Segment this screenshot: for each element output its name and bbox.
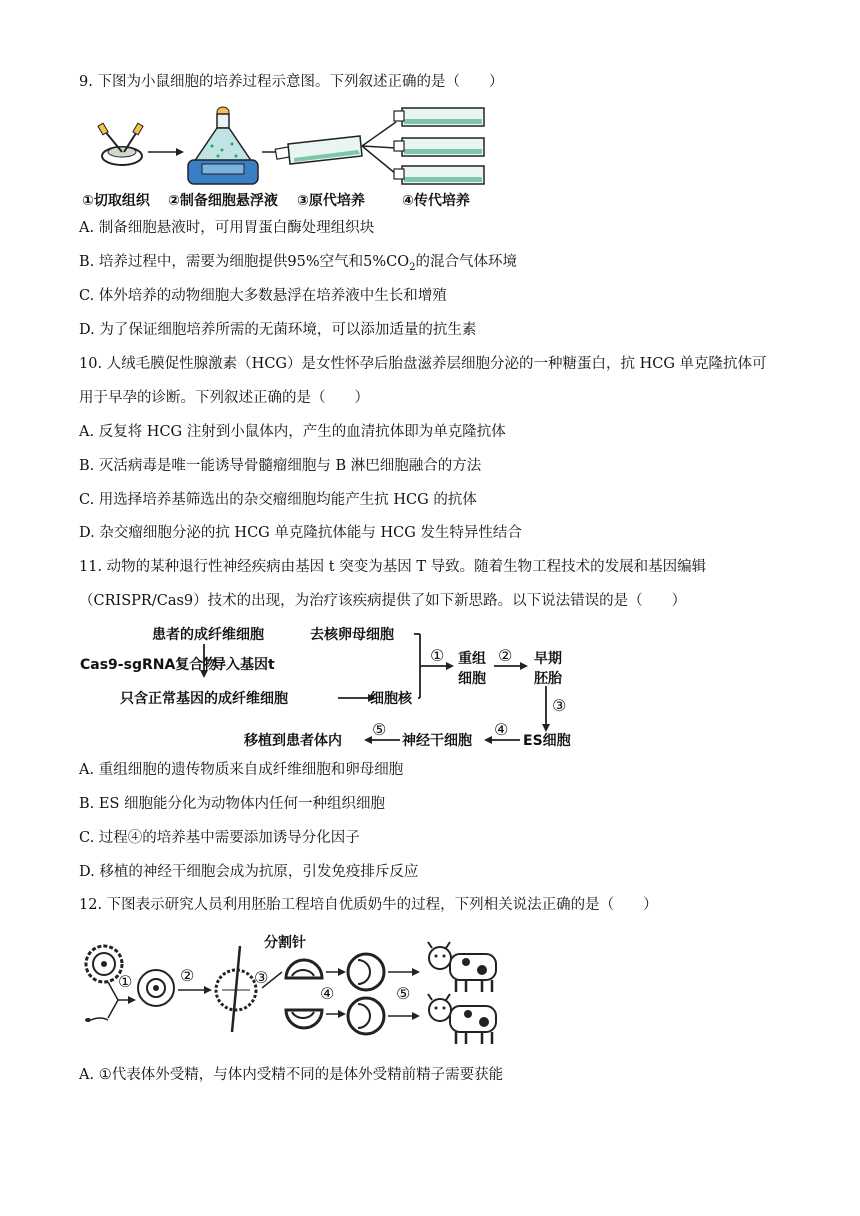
transplant-label: 移植到患者体内 xyxy=(244,733,342,749)
sperm-icon xyxy=(85,1018,108,1022)
neural-stem-cell-label: 神经干细胞 xyxy=(402,733,472,749)
q11-option-c: C. 过程④的培养基中需要添加诱导分化因子 xyxy=(79,830,360,846)
q10-option-d: D. 杂交瘤细胞分泌的抗 HCG 单克隆抗体能与 HCG 发生特异性结合 xyxy=(79,525,522,541)
q12-stem: 12. 下图表示研究人员利用胚胎工程培自优质奶牛的过程，下列相关说法正确的是（ ） xyxy=(79,897,658,913)
q9-fig-label-1: ①切取组织 xyxy=(82,193,150,209)
recombined-cell-label-1: 重组 xyxy=(458,651,486,667)
q12-step-3: ③ xyxy=(254,968,269,987)
subculture-flask-icon xyxy=(394,166,484,184)
q11-option-b: B. ES 细胞能分化为动物体内任何一种组织细胞 xyxy=(79,796,385,812)
zygote-icon xyxy=(138,970,174,1006)
q11-stem-line1: 11. 动物的某种退行性神经疾病由基因 t 突变为基因 T 导致。随着生物工程技术的发展和基因编辑 xyxy=(79,559,707,575)
es-cell-label: ES细胞 xyxy=(523,733,571,749)
dish-scissors-icon xyxy=(98,123,143,165)
step-2-marker: ② xyxy=(498,646,513,665)
half-embryo-icon xyxy=(286,1010,322,1028)
q12-step-2: ② xyxy=(180,966,195,985)
half-embryo-icon xyxy=(286,960,322,978)
step-3-marker: ③ xyxy=(552,696,567,715)
culture-flask-icon xyxy=(275,136,362,164)
q9-fig-label-3: ③原代培养 xyxy=(297,193,365,209)
q12-diagram xyxy=(78,928,518,1048)
q9-option-a: A. 制备细胞悬液时，可用胃蛋白酶处理组织块 xyxy=(79,220,375,236)
import-gene-label: 导入基因t xyxy=(212,657,275,673)
q9-option-b: B. 培养过程中，需要为细胞提供95%空气和$5\%CO_2$的混合气体环境 xyxy=(79,254,517,273)
q9-option-d: D. 为了保证细胞培养所需的无菌环境，可以添加适量的抗生素 xyxy=(79,322,477,338)
q9-stem: 9. 下图为小鼠细胞的培养过程示意图。下列叙述正确的是（ ） xyxy=(79,74,504,90)
step-4-marker: ④ xyxy=(494,720,509,739)
recombined-cell-label-2: 细胞 xyxy=(458,671,486,687)
normal-fibroblast-label: 只含正常基因的成纤维细胞 xyxy=(120,691,288,707)
q12-option-a: A. ①代表体外受精，与体内受精不同的是体外受精前精子需要获能 xyxy=(79,1067,504,1083)
subculture-flask-icon xyxy=(394,108,484,126)
q9-figure xyxy=(82,100,500,212)
q10-stem-line1: 10. 人绒毛膜促性腺激素（HCG）是女性怀孕后胎盘滋养层细胞分泌的一种糖蛋白，抗 HCG 单克隆抗体可 xyxy=(79,356,767,372)
step-5-marker: ⑤ xyxy=(372,720,387,739)
step-1-marker: ① xyxy=(430,646,445,665)
nucleus-label: 细胞核 xyxy=(370,691,412,707)
q11-option-d: D. 移植的神经干细胞会成为抗原，引发免疫排斥反应 xyxy=(79,864,419,880)
recovered-embryo-icon xyxy=(348,954,384,990)
q9-fig-label-4: ④传代培养 xyxy=(402,193,470,209)
oocyte-icon xyxy=(86,946,122,982)
splitting-needle-label: 分割针 xyxy=(264,935,306,951)
enucleated-oocyte-label: 去核卵母细胞 xyxy=(310,627,394,643)
cas9-complex-label: Cas9-sgRNA复合物 xyxy=(80,657,218,673)
flask-icon xyxy=(188,107,258,184)
q10-option-b: B. 灭活病毒是唯一能诱导骨髓瘤细胞与 B 淋巴细胞融合的方法 xyxy=(79,458,482,474)
cow-icon xyxy=(428,994,496,1044)
q10-stem-line2: 用于早孕的诊断。下列叙述正确的是（ ） xyxy=(79,390,369,406)
q10-option-c: C. 用选择培养基筛选出的杂交瘤细胞均能产生抗 HCG 的抗体 xyxy=(79,492,477,508)
q11-option-a: A. 重组细胞的遗传物质来自成纤维细胞和卵母细胞 xyxy=(79,762,404,778)
q11-diagram xyxy=(80,620,590,755)
patient-fibroblast-label: 患者的成纤维细胞 xyxy=(152,627,264,643)
cow-icon xyxy=(428,942,496,992)
subculture-flask-icon xyxy=(394,138,484,156)
recovered-embryo-icon xyxy=(348,998,384,1034)
early-embryo-label-2: 胚胎 xyxy=(534,671,562,687)
early-embryo-label-1: 早期 xyxy=(534,651,562,667)
q12-step-1: ① xyxy=(118,972,133,991)
q9-option-c: C. 体外培养的动物细胞大多数悬浮在培养液中生长和增殖 xyxy=(79,288,447,304)
q10-option-a: A. 反复将 HCG 注射到小鼠体内，产生的血清抗体即为单克隆抗体 xyxy=(79,424,506,440)
q9-fig-label-2: ②制备细胞悬浮液 xyxy=(168,193,278,209)
q12-step-5: ⑤ xyxy=(396,984,411,1003)
q11-stem-line2: （CRISPR/Cas9）技术的出现，为治疗该疾病提供了如下新思路。以下说法错误的是（ ） xyxy=(79,593,687,609)
q12-step-4: ④ xyxy=(320,984,335,1003)
